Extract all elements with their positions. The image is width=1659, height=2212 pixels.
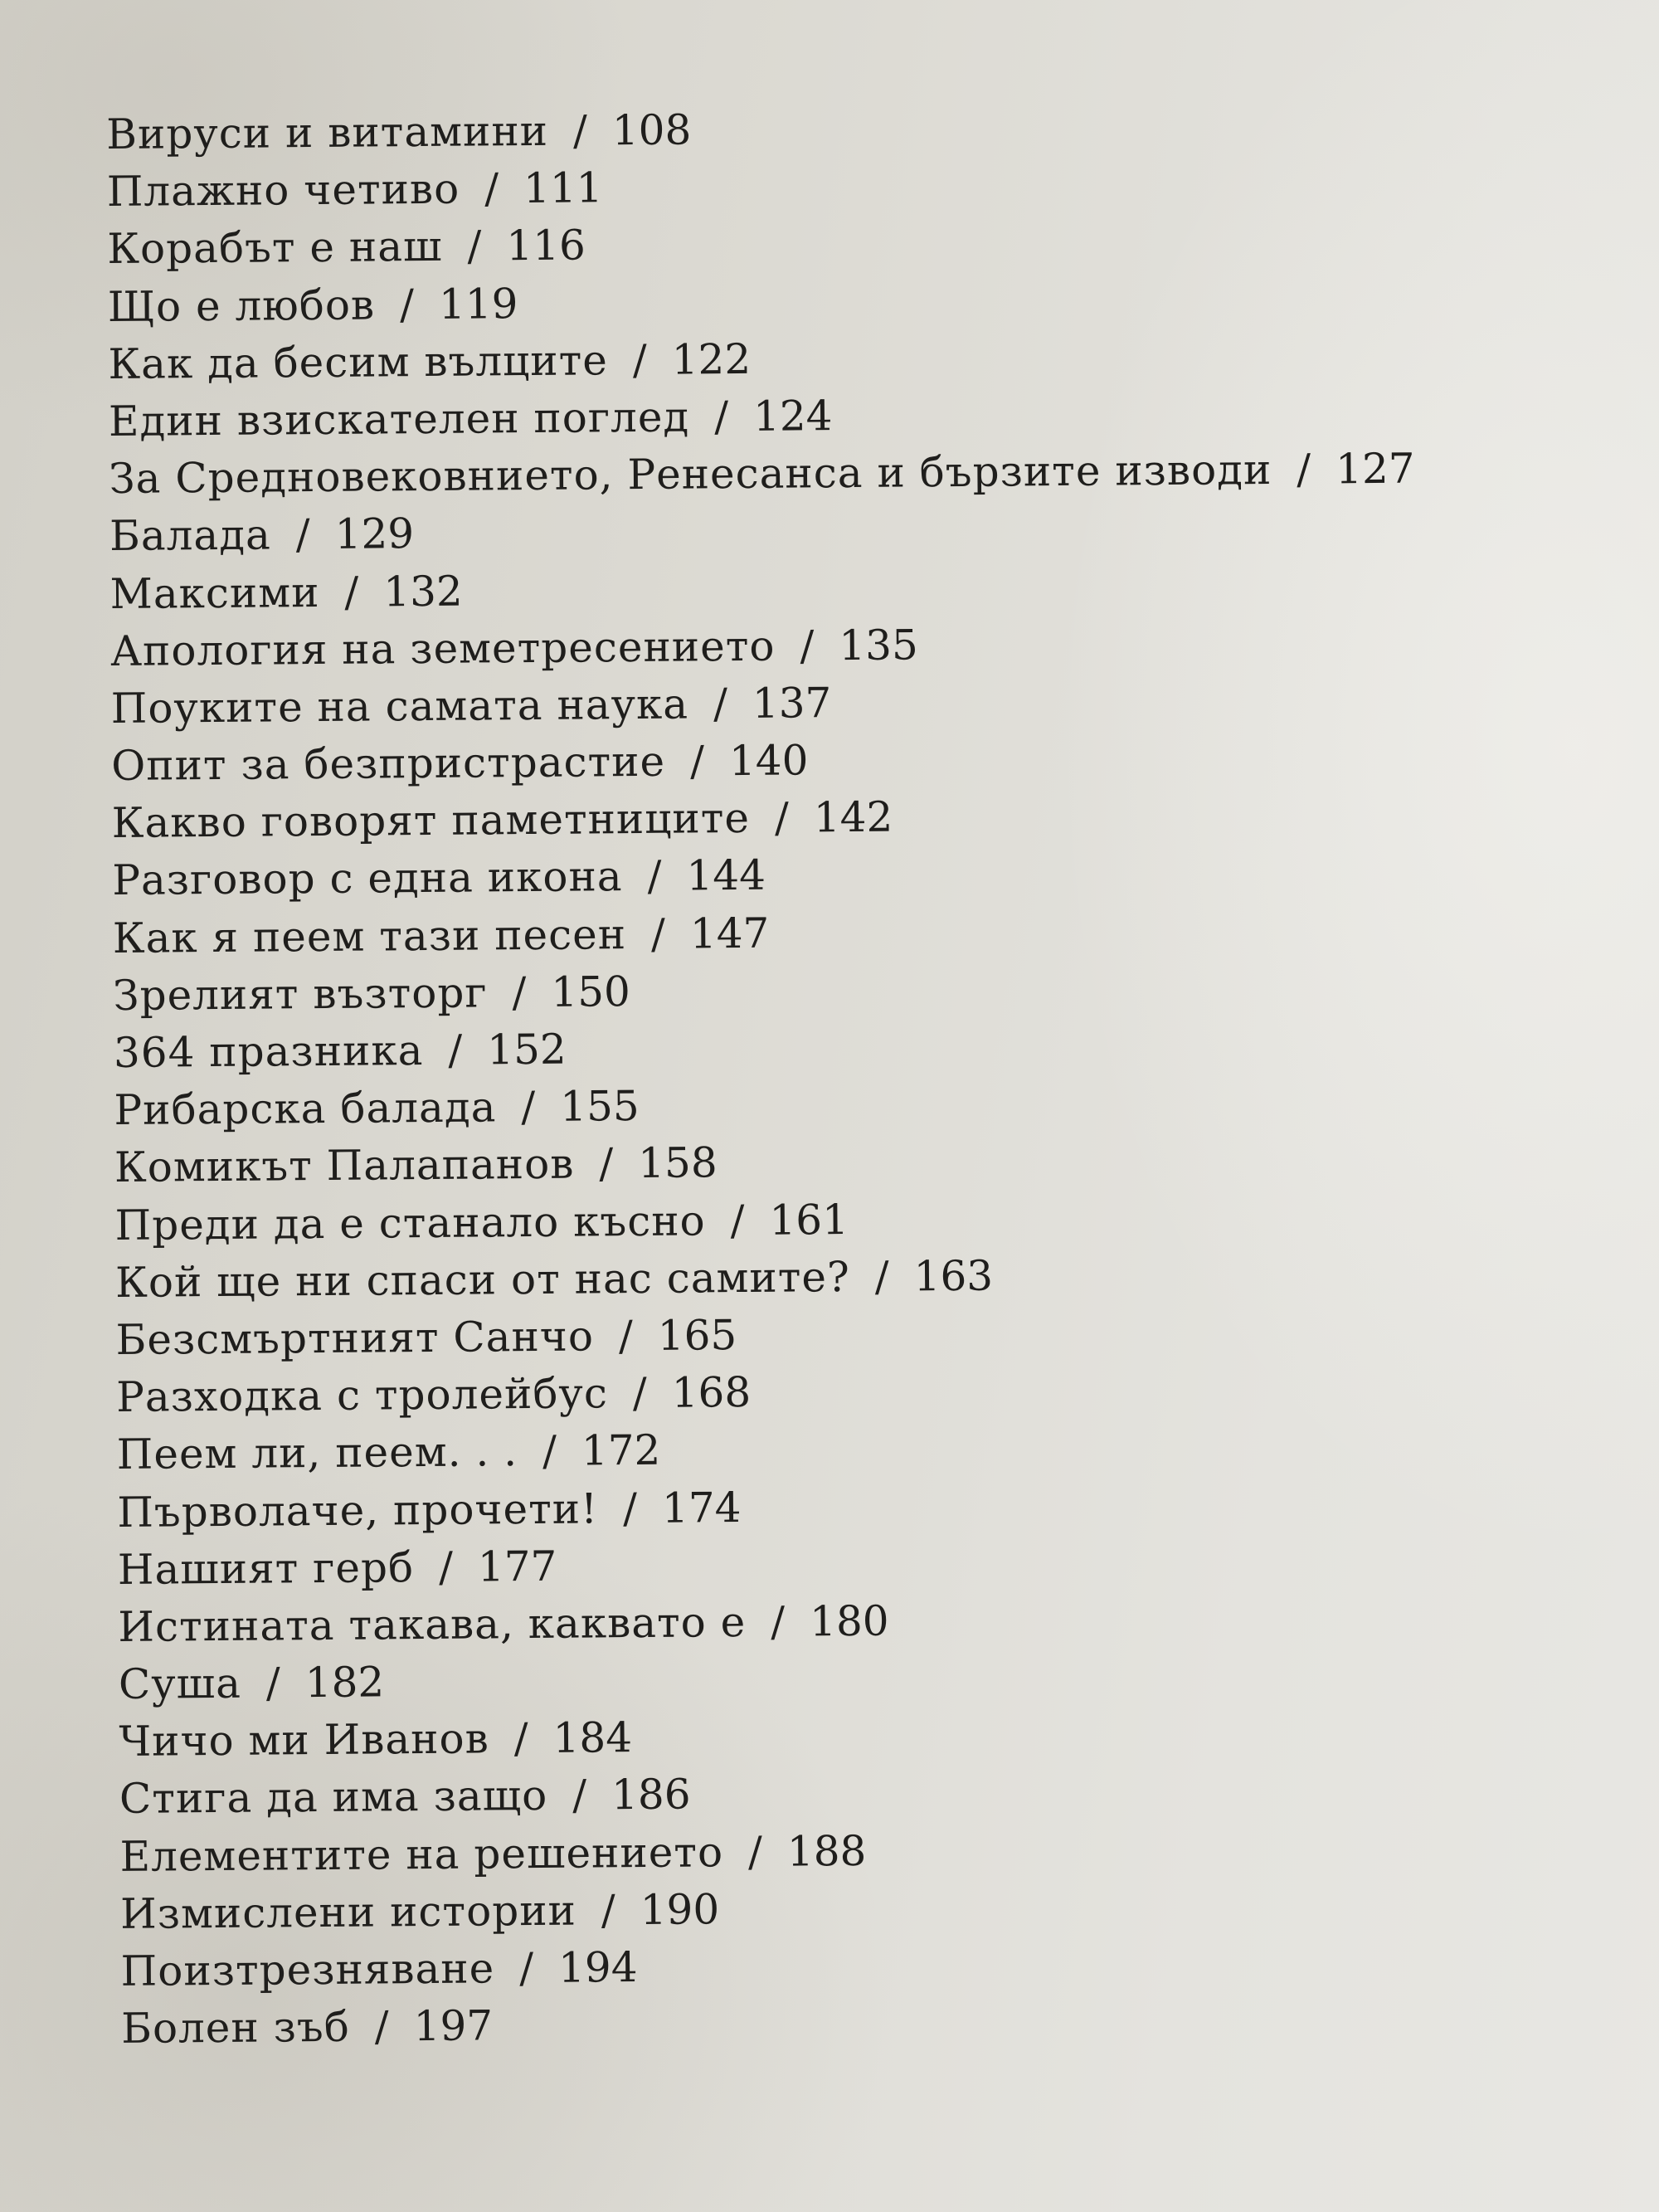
toc-entry-title: 364 празника bbox=[113, 1026, 424, 1077]
toc-entry-separator: / bbox=[542, 1427, 557, 1476]
toc-entry-page-number: 127 bbox=[1335, 444, 1415, 494]
toc-entry-page-number: 180 bbox=[809, 1596, 889, 1646]
toc-entry-page-number: 172 bbox=[581, 1426, 661, 1475]
toc-entry-title: Плажно четиво bbox=[106, 164, 460, 217]
toc-entry bbox=[107, 211, 1434, 279]
table-of-contents bbox=[106, 95, 1448, 2058]
toc-entry bbox=[115, 1301, 1443, 1369]
toc-entry-separator: / bbox=[650, 909, 666, 958]
toc-entry-page-number: 140 bbox=[728, 736, 809, 786]
toc-entry-page-number: 177 bbox=[477, 1542, 557, 1591]
toc-entry-title: Рибарска балада bbox=[114, 1083, 497, 1135]
toc-entry-page-number: 119 bbox=[438, 279, 518, 329]
toc-entry-page-number: 124 bbox=[752, 392, 833, 441]
toc-entry-title: Чичо ми Иванов bbox=[119, 1714, 489, 1766]
toc-entry-separator: / bbox=[713, 392, 729, 441]
toc-entry bbox=[114, 1014, 1441, 1082]
toc-entry-page-number: 190 bbox=[640, 1885, 720, 1934]
toc-entry-separator: / bbox=[518, 1944, 534, 1993]
toc-entry-page-number: 129 bbox=[334, 509, 415, 559]
toc-entry bbox=[118, 1531, 1445, 1599]
toc-entry-title: Как да бесим вълците bbox=[108, 336, 609, 388]
toc-entry bbox=[111, 727, 1438, 795]
toc-entry-separator: / bbox=[647, 852, 662, 901]
toc-entry bbox=[109, 441, 1436, 509]
toc-entry bbox=[107, 153, 1434, 222]
toc-entry-page-number: 197 bbox=[413, 2001, 494, 2051]
toc-entry bbox=[120, 1875, 1447, 1943]
toc-entry-separator: / bbox=[521, 1083, 536, 1132]
toc-entry-page-number: 188 bbox=[786, 1826, 867, 1876]
toc-entry-separator: / bbox=[713, 680, 728, 728]
toc-entry bbox=[113, 957, 1440, 1025]
toc-entry-title: Апология на земетресението bbox=[109, 621, 776, 675]
toc-entry-separator: / bbox=[513, 1714, 528, 1763]
toc-entry-page-number: 186 bbox=[611, 1770, 691, 1820]
toc-entry-page-number: 132 bbox=[383, 567, 463, 616]
toc-entry-separator: / bbox=[438, 1542, 454, 1591]
toc-entry bbox=[115, 1244, 1443, 1312]
toc-entry-page-number: 135 bbox=[839, 621, 918, 670]
toc-entry-separator: / bbox=[601, 1886, 615, 1935]
toc-entry-page-number: 147 bbox=[689, 909, 770, 958]
toc-entry-title: Болен зъб bbox=[120, 2002, 351, 2054]
toc-entry bbox=[109, 498, 1437, 566]
toc-entry-title: Пеем ли, пеем. . . bbox=[116, 1427, 518, 1479]
toc-entry-separator: / bbox=[512, 967, 527, 1016]
toc-entry-separator: / bbox=[632, 1369, 647, 1418]
toc-entry-page-number: 182 bbox=[304, 1658, 385, 1708]
toc-entry-separator: / bbox=[632, 335, 647, 384]
toc-entry-separator: / bbox=[484, 164, 499, 213]
toc-entry bbox=[116, 1416, 1443, 1484]
toc-entry bbox=[108, 268, 1435, 336]
toc-entry-page-number: 108 bbox=[611, 105, 692, 155]
toc-entry-page-number: 150 bbox=[551, 967, 631, 1016]
toc-entry-title: Опит за безпристрастие bbox=[111, 737, 666, 791]
toc-entry-title: Кой ще ни спаси от нас самите? bbox=[114, 1252, 851, 1307]
toc-entry-page-number: 122 bbox=[671, 334, 752, 384]
toc-entry bbox=[108, 325, 1435, 393]
toc-entry-page-number: 158 bbox=[638, 1138, 718, 1188]
toc-entry bbox=[118, 1588, 1445, 1656]
toc-entry bbox=[119, 1703, 1446, 1771]
toc-entry-title: Корабът е наш bbox=[107, 222, 443, 274]
toc-entry-separator: / bbox=[374, 2002, 389, 2051]
toc-entry-page-number: 152 bbox=[487, 1025, 567, 1074]
toc-entry-title: Комикът Палапанов bbox=[114, 1139, 575, 1192]
toc-entry-title: Зрелият възторг bbox=[113, 968, 488, 1020]
toc-entry-separator: / bbox=[599, 1139, 614, 1188]
toc-entry bbox=[117, 1474, 1444, 1542]
toc-entry bbox=[113, 899, 1440, 967]
toc-entry-title: Първолаче, прочети! bbox=[117, 1484, 599, 1537]
toc-entry-title: Какво говорят паметниците bbox=[111, 794, 751, 848]
toc-entry-page-number: 142 bbox=[813, 792, 893, 842]
toc-entry-separator: / bbox=[448, 1026, 463, 1074]
toc-entry bbox=[114, 1072, 1441, 1140]
toc-entry-title: Що е любов bbox=[107, 280, 376, 331]
toc-entry-page-number: 137 bbox=[752, 679, 832, 728]
toc-entry-separator: / bbox=[572, 1771, 587, 1820]
toc-entry-separator: / bbox=[747, 1827, 763, 1876]
toc-entry bbox=[112, 785, 1439, 853]
toc-entry-separator: / bbox=[622, 1484, 638, 1532]
toc-entry bbox=[120, 1932, 1447, 2000]
toc-entry bbox=[119, 1818, 1447, 1886]
toc-entry-separator: / bbox=[344, 568, 359, 616]
toc-entry-separator: / bbox=[467, 222, 482, 270]
toc-entry-page-number: 161 bbox=[769, 1195, 849, 1245]
toc-entry bbox=[112, 842, 1439, 910]
toc-entry-page-number: 163 bbox=[913, 1251, 994, 1301]
toc-entry-separator: / bbox=[771, 1597, 786, 1646]
toc-entry-title: Поизтрезняване bbox=[120, 1944, 495, 1995]
toc-entry-title: Разходка с тролейбус bbox=[115, 1369, 609, 1422]
toc-entry-page-number: 168 bbox=[671, 1368, 752, 1417]
toc-entry-separator: / bbox=[295, 510, 310, 559]
toc-entry-title: Поуките на самата наука bbox=[110, 680, 689, 733]
toc-entry-page-number: 111 bbox=[523, 163, 603, 213]
toc-entry-title: Стига да има защо bbox=[119, 1771, 548, 1824]
toc-entry-separator: / bbox=[689, 737, 705, 786]
toc-entry-separator: / bbox=[800, 621, 815, 670]
toc-entry-separator: / bbox=[1297, 445, 1311, 494]
toc-entry-title: Разговор с една икона bbox=[112, 852, 623, 905]
toc-entry-title: Един взискателен поглед bbox=[108, 392, 690, 446]
toc-entry-title: Измислени истории bbox=[119, 1886, 577, 1938]
toc-entry-separator: / bbox=[618, 1311, 634, 1361]
toc-entry bbox=[109, 555, 1437, 623]
toc-entry-title: Вируси и витамини bbox=[106, 106, 549, 158]
toc-entry bbox=[109, 382, 1436, 451]
toc-entry bbox=[114, 1186, 1442, 1255]
toc-entry bbox=[110, 670, 1438, 738]
toc-entry-page-number: 144 bbox=[686, 851, 766, 900]
toc-entry-title: Безсмъртният Санчо bbox=[115, 1312, 595, 1364]
toc-entry-title: Балада bbox=[109, 510, 272, 561]
toc-entry-title: Истината такава, каквато е bbox=[118, 1597, 747, 1651]
toc-entry-page-number: 155 bbox=[560, 1082, 640, 1131]
toc-entry bbox=[121, 1990, 1448, 2059]
toc-entry-separator: / bbox=[730, 1196, 745, 1245]
toc-entry-title: Как я пеем тази песен bbox=[112, 909, 627, 962]
toc-entry-page-number: 184 bbox=[552, 1713, 633, 1763]
toc-entry bbox=[110, 612, 1438, 680]
toc-entry-title: Нашият герб bbox=[117, 1542, 415, 1594]
toc-entry-page-number: 174 bbox=[661, 1483, 742, 1532]
toc-entry-title: Максими bbox=[109, 568, 320, 618]
toc-entry-title: Преди да е станало късно bbox=[114, 1196, 706, 1250]
toc-entry bbox=[114, 1129, 1442, 1197]
toc-entry-page-number: 116 bbox=[506, 221, 586, 270]
toc-entry-separator: / bbox=[265, 1659, 281, 1708]
toc-entry-separator: / bbox=[572, 106, 588, 155]
toc-entry-title: Елементите на решението bbox=[119, 1827, 724, 1881]
toc-entry-separator: / bbox=[399, 280, 415, 329]
toc-entry bbox=[119, 1645, 1446, 1713]
toc-entry-page-number: 165 bbox=[657, 1311, 737, 1360]
toc-entry-title: За Средновековнието, Ренесанса и бързите изводи bbox=[109, 446, 1272, 504]
toc-entry bbox=[106, 95, 1433, 163]
toc-entry-separator: / bbox=[874, 1252, 889, 1301]
toc-entry-page-number: 194 bbox=[557, 1943, 638, 1992]
toc-entry-title: Суша bbox=[118, 1659, 242, 1709]
toc-entry bbox=[119, 1761, 1447, 1829]
toc-entry bbox=[116, 1359, 1443, 1427]
toc-entry-separator: / bbox=[774, 793, 790, 842]
